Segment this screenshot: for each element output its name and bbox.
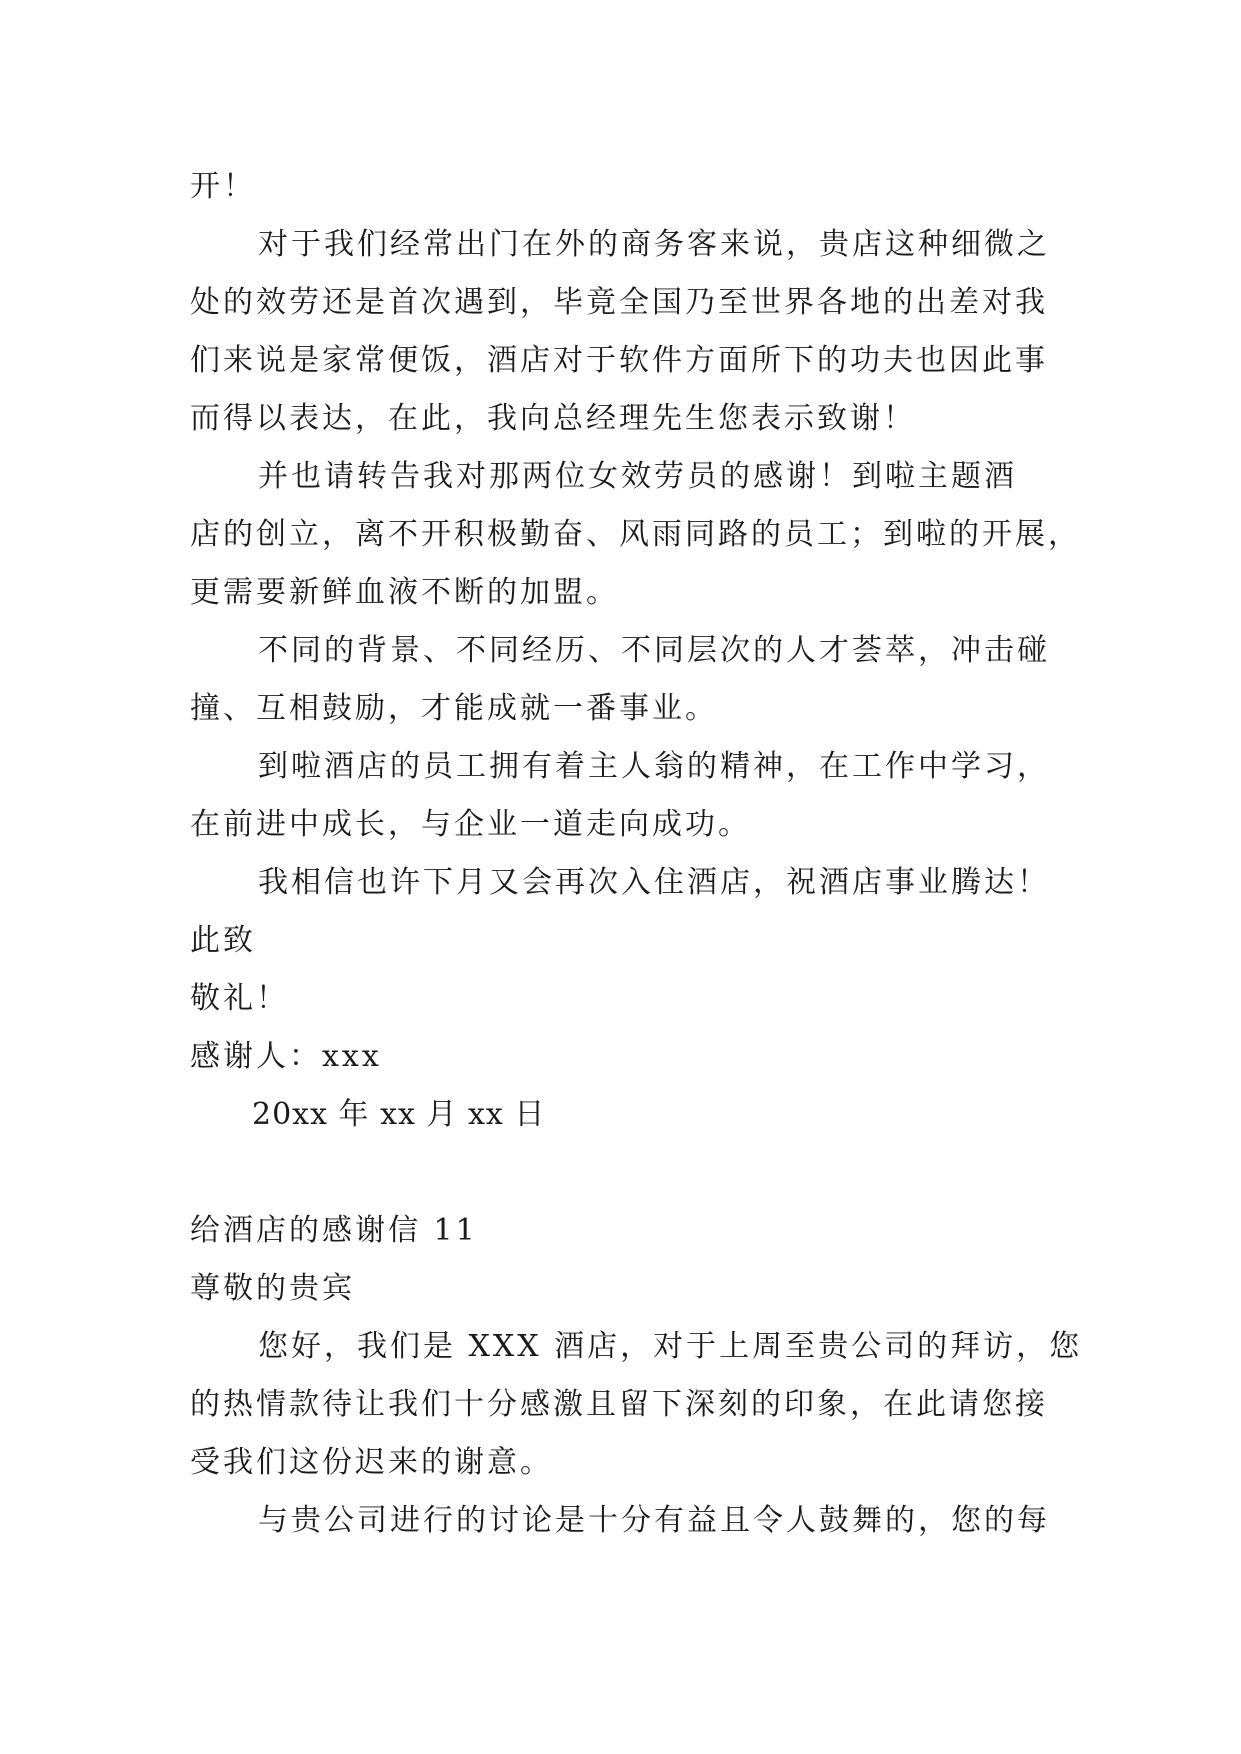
date-line: 20xx 年 xx 月 xx 日 — [252, 1097, 546, 1132]
closing-regards: 敬礼！ — [190, 981, 289, 1016]
paragraph-line: 您好，我们是 XXX 酒店，对于上周至贵公司的拜访，您 — [258, 1329, 1083, 1364]
paragraph-line: 对于我们经常出门在外的商务客来说，贵店这种细微之 — [258, 227, 1050, 262]
paragraph-line: 们来说是家常便饭，酒店对于软件方面所下的功夫也因此事 — [190, 343, 1048, 378]
paragraph-line: 的热情款待让我们十分感激且留下深刻的印象，在此请您接 — [190, 1387, 1048, 1422]
paragraph-line: 店的创立，离不开积极勤奋、风雨同路的员工；到啦的开展， — [190, 517, 1081, 552]
paragraph-line: 撞、互相鼓励，才能成就一番事业。 — [190, 691, 718, 726]
paragraph-line: 开！ — [190, 169, 256, 204]
paragraph-line: 而得以表达，在此，我向总经理先生您表示致谢！ — [190, 401, 916, 436]
paragraph-line: 受我们这份迟来的谢意。 — [190, 1445, 553, 1480]
paragraph-line: 到啦酒店的员工拥有着主人翁的精神，在工作中学习， — [258, 749, 1050, 784]
closing-salutation: 此致 — [190, 923, 256, 958]
paragraph-line: 处的效劳还是首次遇到，毕竟全国乃至世界各地的出差对我 — [190, 285, 1048, 320]
paragraph-line: 与贵公司进行的讨论是十分有益且令人鼓舞的，您的每 — [258, 1503, 1050, 1538]
paragraph-line: 我相信也许下月又会再次入住酒店，祝酒店事业腾达！ — [258, 865, 1050, 900]
document-body — [190, 158, 1083, 1550]
paragraph-line: 并也请转告我对那两位女效劳员的感谢！到啦主题酒 — [258, 459, 1017, 494]
paragraph-line: 在前进中成长，与企业一道走向成功。 — [190, 807, 751, 842]
section-title: 给酒店的感谢信 11 — [190, 1213, 478, 1248]
section-gap — [190, 1144, 1062, 1202]
signature-line: 感谢人：xxx — [190, 1039, 382, 1074]
paragraph-line: 更需要新鲜血液不断的加盟。 — [190, 575, 619, 610]
greeting-line: 尊敬的贵宾 — [190, 1271, 355, 1306]
paragraph-line: 不同的背景、不同经历、不同层次的人才荟萃，冲击碰 — [258, 633, 1050, 668]
